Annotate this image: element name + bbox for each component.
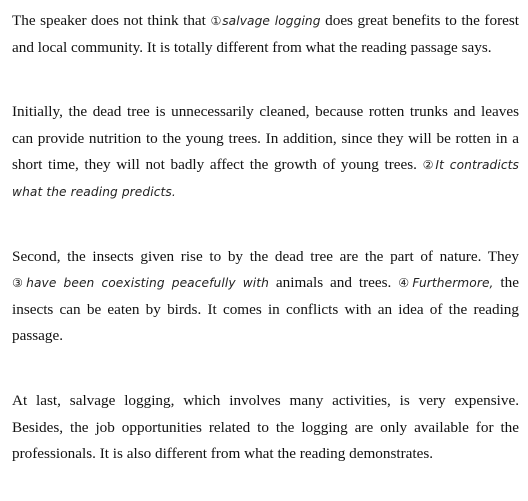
paragraph-gap <box>12 61 519 99</box>
paragraph-gap <box>12 350 519 388</box>
paragraph-gap <box>12 206 519 244</box>
paragraph-1 <box>12 8 519 61</box>
text-segment: The speaker does not think that <box>12 12 211 29</box>
handwritten-annotation-3: ③have been coexisting peacefully with <box>12 276 269 291</box>
text-segment: Second, the insects given rise to by the dead tree are the part of nature. They <box>12 247 519 265</box>
paragraph-4 <box>12 388 519 468</box>
essay-document <box>12 8 519 468</box>
paragraph-2 <box>12 99 519 205</box>
paragraph-3 <box>12 244 519 350</box>
text-segment: At last, salvage logging, which involves many activities, is very expensive. Besides, the job opportunities related to the logging are only available for the professionals. It is also different from what the reading demonstrates. <box>12 391 519 463</box>
handwritten-annotation-1: ①salvage logging <box>210 14 321 28</box>
handwritten-annotation-2: ②It contradicts what the reading predicts. <box>12 158 520 199</box>
handwritten-annotation-4: ④Furthermore, <box>398 276 494 291</box>
text-segment: does great benefits to the forest and local community. It is totally different from what the reading passage says. <box>12 12 520 56</box>
text-segment: the insects can be eaten by birds. It comes in conflicts with an idea of the reading passage. <box>12 274 519 345</box>
text-segment: animals and trees. <box>268 274 399 292</box>
text-segment: Initially, the dead tree is unnecessarily cleaned, because rotten trunks and leaves can provide nutrition to the young trees. In addition, since they will be rotten in a short time, they will not badly affect the growth of young trees. <box>12 103 519 174</box>
